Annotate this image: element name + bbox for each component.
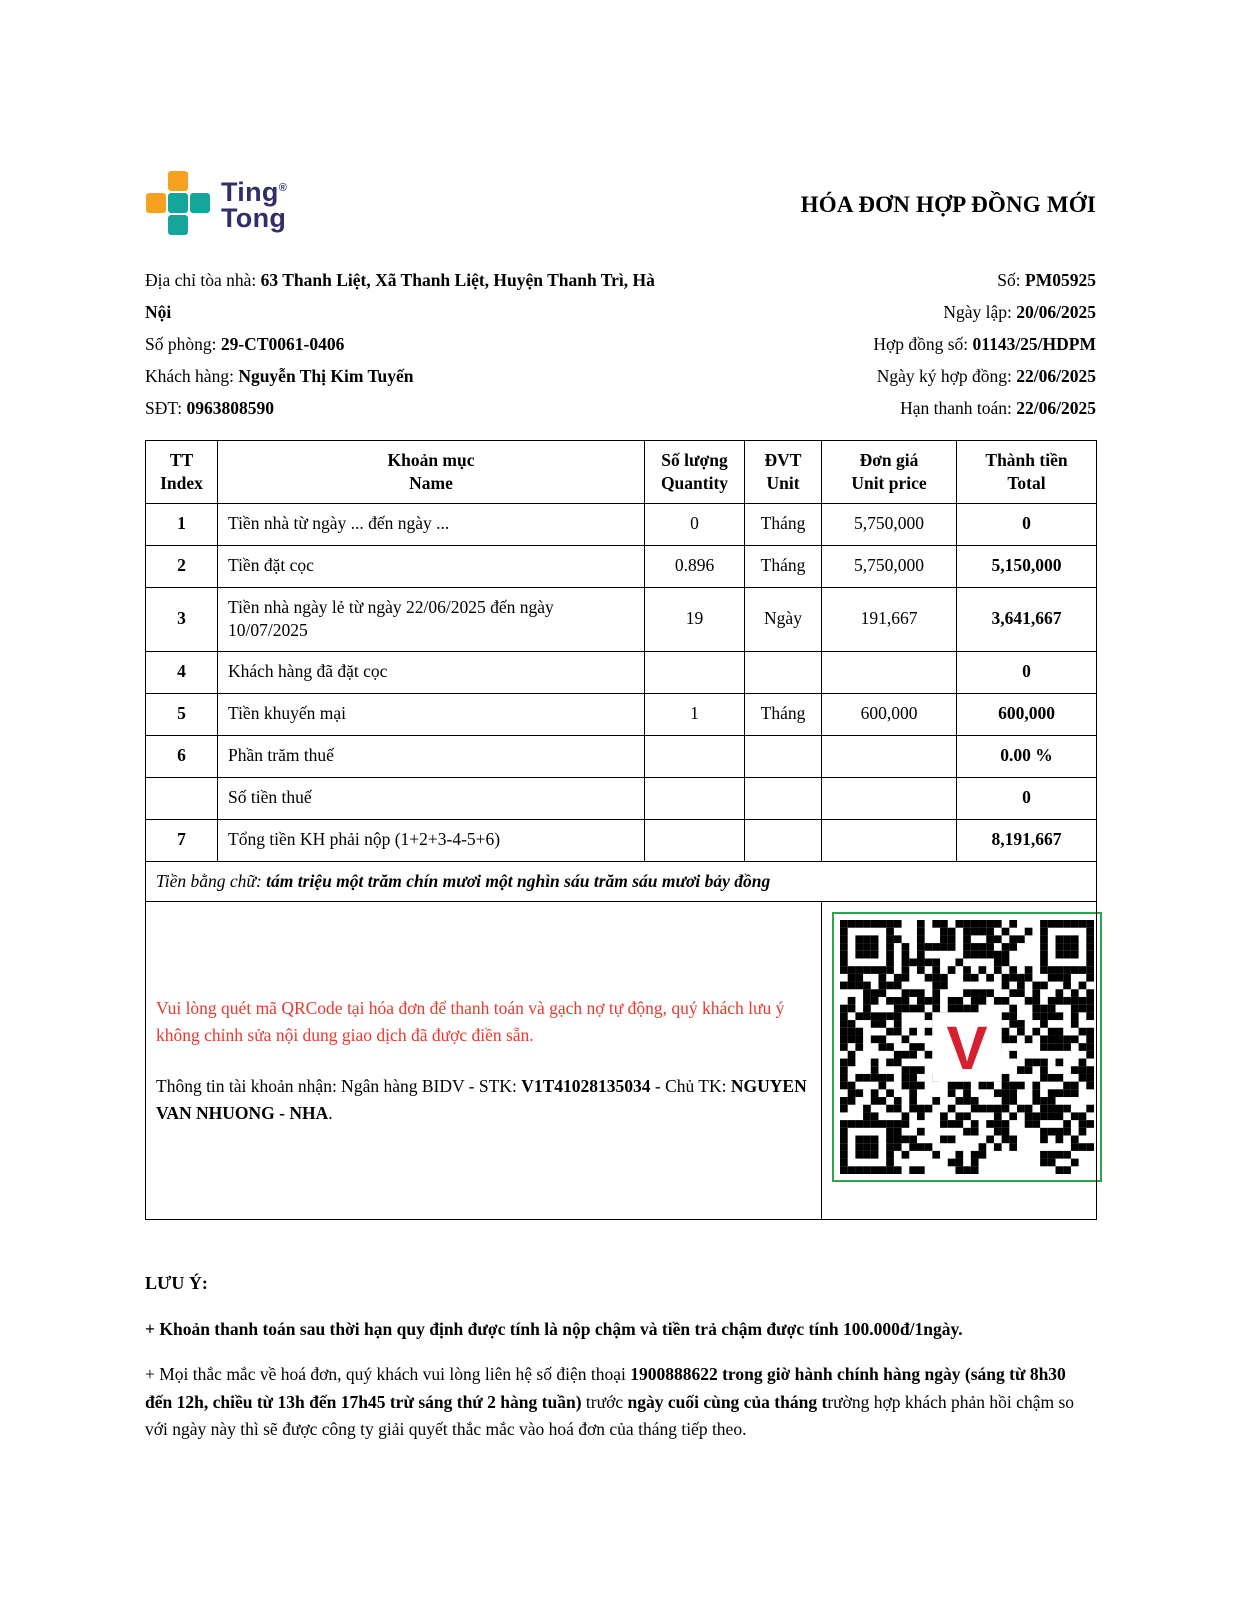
support-hotline: 1900888622 trong giờ hành chính hàng ngày (sáng từ 8h30 đến 12h, chiều từ 13h đến 17h45 trừ sáng thứ 2 hàng tuần) xyxy=(145,1364,1066,1412)
cell-unit-price: 5,750,000 xyxy=(822,545,957,587)
cell-name: Tổng tiền KH phải nộp (1+2+3-4-5+6) xyxy=(218,819,645,861)
cell-index: 2 xyxy=(146,545,218,587)
phone-label: SĐT: xyxy=(145,398,187,418)
building-address xyxy=(145,264,675,328)
issue-date-label: Ngày lập: xyxy=(943,302,1017,322)
qr-payment-warning: Vui lòng quét mã QRCode tại hóa đơn để thanh toán và gạch nợ tự động, quý khách lưu ý không chỉnh sửa nội dung giao dịch đã được điền sẵn. xyxy=(156,997,785,1045)
cell-total: 600,000 xyxy=(957,693,1097,735)
cell-name: Phần trăm thuế xyxy=(218,735,645,777)
payment-qr-code xyxy=(832,912,1102,1182)
table-row xyxy=(146,777,1097,819)
room-number xyxy=(145,328,675,360)
logo-square-teal-right xyxy=(190,193,210,213)
page-title: HÓA ĐƠN HỢP ĐỒNG MỚI xyxy=(800,192,1096,217)
brand-name xyxy=(221,175,287,231)
contract-number-label: Hợp đồng số: xyxy=(873,334,973,354)
cell-name: Tiền khuyến mại xyxy=(218,693,645,735)
account-holder-label: - Chủ TK: xyxy=(650,1075,731,1096)
phone-value: 0963808590 xyxy=(186,398,274,418)
customer-value: Nguyễn Thị Kim Tuyến xyxy=(238,366,414,386)
cell-quantity xyxy=(645,819,745,861)
address-label: Địa chỉ tòa nhà: xyxy=(145,270,261,290)
customer-phone xyxy=(145,392,675,424)
account-number: V1T41028135034 xyxy=(521,1075,651,1096)
table-row xyxy=(146,735,1097,777)
invoice-number-label: Số: xyxy=(997,270,1026,290)
col-header-index: TT Index xyxy=(146,441,218,504)
table-header-row xyxy=(146,441,1097,504)
customer-label: Khách hàng: xyxy=(145,366,239,386)
invoice-number-value: PM05925 xyxy=(1025,270,1096,290)
support-note xyxy=(145,1361,1096,1442)
payment-row xyxy=(146,902,1097,1220)
cell-quantity xyxy=(645,651,745,693)
cell-total: 0 xyxy=(957,503,1097,545)
table-row xyxy=(146,545,1097,587)
due-date-label: Hạn thanh toán: xyxy=(900,398,1017,418)
amount-in-words xyxy=(146,861,1097,902)
cell-unit xyxy=(745,819,822,861)
support-deadline: ngày cuối cùng của tháng t xyxy=(627,1391,828,1412)
cell-index: 4 xyxy=(146,651,218,693)
cell-total: 3,641,667 xyxy=(957,587,1097,651)
cell-total: 0 xyxy=(957,777,1097,819)
contract-number-value: 01143/25/HDPM xyxy=(972,334,1096,354)
cell-unit-price xyxy=(822,819,957,861)
due-date-value: 22/06/2025 xyxy=(1016,398,1096,418)
cell-quantity: 0 xyxy=(645,503,745,545)
customer-name xyxy=(145,360,675,392)
invoice-number xyxy=(873,264,1096,296)
invoice-info xyxy=(145,264,1096,424)
brand-line2: Tong xyxy=(221,203,287,233)
cell-index: 5 xyxy=(146,693,218,735)
payment-instructions xyxy=(146,902,822,1220)
sign-date-label: Ngày ký hợp đồng: xyxy=(876,366,1017,386)
cell-index: 1 xyxy=(146,503,218,545)
cell-unit xyxy=(745,735,822,777)
invoice-table xyxy=(145,440,1097,1220)
table-row xyxy=(146,503,1097,545)
contract-number xyxy=(873,328,1096,360)
cell-unit xyxy=(745,651,822,693)
document-header xyxy=(145,170,1096,236)
notes-heading: LƯU Ý: xyxy=(145,1273,208,1294)
cell-unit: Tháng xyxy=(745,503,822,545)
cell-unit-price: 5,750,000 xyxy=(822,503,957,545)
amount-in-words-value: tám triệu một trăm chín mươi một nghìn sáu trăm sáu mươi bảy đồng xyxy=(266,870,771,891)
cell-total: 5,150,000 xyxy=(957,545,1097,587)
account-info-label: Thông tin tài khoản nhận: Ngân hàng BIDV - STK: xyxy=(156,1075,522,1096)
cell-name: Tiền nhà ngày lẻ từ ngày 22/06/2025 đến ngày 10/07/2025 xyxy=(218,587,645,651)
brand-line1: Ting xyxy=(221,177,279,207)
cell-quantity xyxy=(645,735,745,777)
cell-index: 6 xyxy=(146,735,218,777)
col-header-total: Thành tiền Total xyxy=(957,441,1097,504)
logo-square-teal-bottom xyxy=(168,215,188,235)
tingtong-cross-icon xyxy=(145,170,211,236)
cell-name: Số tiền thuế xyxy=(218,777,645,819)
room-value: 29-CT0061-0406 xyxy=(220,334,345,354)
col-header-unit: ĐVT Unit xyxy=(745,441,822,504)
bank-account-info xyxy=(156,1073,811,1127)
late-payment-note: + Khoản thanh toán sau thời hạn quy định được tính là nộp chậm và tiền trả chậm được tính 100.000đ/1ngày. xyxy=(145,1319,963,1340)
cell-unit: Tháng xyxy=(745,693,822,735)
customer-info xyxy=(145,264,675,424)
cell-unit: Ngày xyxy=(745,587,822,651)
footer-notes xyxy=(145,1270,1096,1442)
cell-index: 7 xyxy=(146,819,218,861)
cell-total: 0.00 % xyxy=(957,735,1097,777)
issue-date xyxy=(873,296,1096,328)
cell-quantity: 1 xyxy=(645,693,745,735)
contract-sign-date xyxy=(873,360,1096,392)
qr-cell xyxy=(822,902,1097,1220)
payment-due-date xyxy=(873,392,1096,424)
cell-name: Tiền đặt cọc xyxy=(218,545,645,587)
cell-unit-price: 600,000 xyxy=(822,693,957,735)
amount-in-words-row xyxy=(146,861,1097,902)
cell-unit-price xyxy=(822,735,957,777)
room-label: Số phòng: xyxy=(145,334,221,354)
cell-unit: Tháng xyxy=(745,545,822,587)
cell-quantity xyxy=(645,777,745,819)
cell-quantity: 19 xyxy=(645,587,745,651)
cell-total: 8,191,667 xyxy=(957,819,1097,861)
cell-name: Khách hàng đã đặt cọc xyxy=(218,651,645,693)
cell-unit-price xyxy=(822,651,957,693)
issue-date-value: 20/06/2025 xyxy=(1016,302,1096,322)
support-note-seg5: rường hợp khách phản hồi chậm so với ngày này thì sẽ được công ty giải quyết thắc mắc vào hoá đơn của tháng tiếp theo. xyxy=(145,1391,1075,1439)
table-row xyxy=(146,587,1097,651)
logo-square-teal-center xyxy=(168,193,188,213)
account-period: . xyxy=(328,1103,333,1123)
invoice-meta xyxy=(873,264,1096,424)
cell-name: Tiền nhà từ ngày ... đến ngày ... xyxy=(218,503,645,545)
col-header-name: Khoản mục Name xyxy=(218,441,645,504)
table-row xyxy=(146,651,1097,693)
cell-index: 3 xyxy=(146,587,218,651)
tingtong-logo xyxy=(145,170,287,236)
account-holder: NGUYEN VAN NHUONG - NHA xyxy=(156,1075,807,1123)
cell-unit xyxy=(745,777,822,819)
cell-unit-price xyxy=(822,777,957,819)
col-header-unit-price: Đơn giá Unit price xyxy=(822,441,957,504)
registered-trademark: ® xyxy=(278,182,288,194)
cell-index xyxy=(146,777,218,819)
support-note-seg1: + Mọi thắc mắc về hoá đơn, quý khách vui lòng liên hệ số điện thoại xyxy=(145,1364,631,1385)
logo-square-orange-top xyxy=(168,171,188,191)
logo-square-orange-left xyxy=(146,193,166,213)
cell-quantity: 0.896 xyxy=(645,545,745,587)
col-header-quantity: Số lượng Quantity xyxy=(645,441,745,504)
address-value: 63 Thanh Liệt, Xã Thanh Liệt, Huyện Thanh Trì, Hà Nội xyxy=(145,270,655,322)
table-row xyxy=(146,819,1097,861)
table-row xyxy=(146,693,1097,735)
amount-in-words-label: Tiền bằng chữ: xyxy=(156,870,267,891)
support-note-seg3: trước xyxy=(581,1391,628,1412)
cell-total: 0 xyxy=(957,651,1097,693)
cell-unit-price: 191,667 xyxy=(822,587,957,651)
sign-date-value: 22/06/2025 xyxy=(1016,366,1096,386)
svg-text:V: V xyxy=(946,1014,988,1084)
qr-code-image xyxy=(840,920,1094,1174)
